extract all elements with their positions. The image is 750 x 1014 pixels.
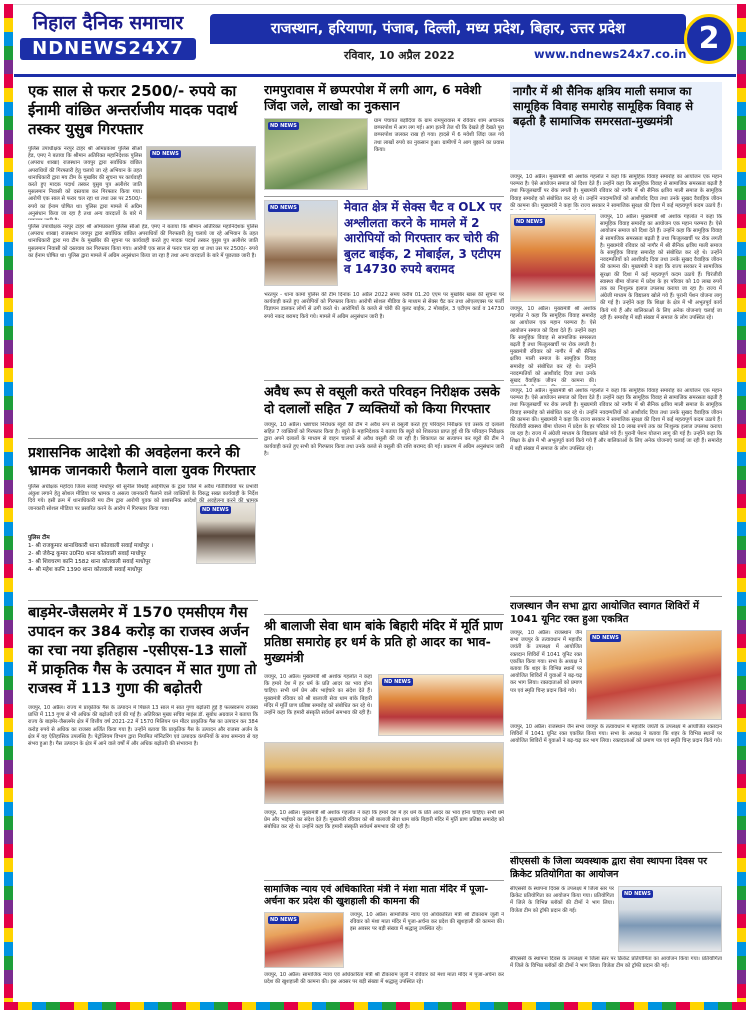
article-photo	[510, 214, 596, 302]
article-headline: एक साल से फरार 2500/- रुपये का ईनामी वांछित अन्तर्राजीय मादक पदार्थ तस्कर युसुब गिरफ्तार	[28, 82, 238, 138]
article-body: जयपुर, 10 अप्रैल। राज्य में प्राकृतिक गैस के उत्पादन में पिछले 13 साल में सात गुणा बढ़ोतरी हुई है फलस्वरूप राजस्व प्राप्ति में 113 गुणा से भी अधिक की बढ़ोतरी दर्ज की गई है। अतिरिक्त मुख्य सचिव माइंस डॉ. सुबोध अग्रवाल ने बताया कि राज्य के बाड़मेर-जैसलमेर क्षेत्र में वित्तीय वर्ष 2021-22 में 1570 मिलियन घन मीटर प्राकृतिक गैस का उत्पादन कर 384 करोड़ रुपये से अधिक का राजस्व अर्जित किया गया है। उन्होंने बताया कि प्राकृतिक गैस के उत्पादन और राजस्व अर्जन के क्षेत्र में यह ऐतिहासिक उपलब्धि है। पेट्रोलियम विभाग द्वारा नियमित मॉनिटरिंग एवं उत्पादक कंपनियों के साथ समन्वय से यह संभव हुआ है। गैस उत्पादन के क्षेत्र में आने वाले वर्षों में और अधिक बढ़ोतरी की संभावना है।	[28, 705, 258, 748]
article-jain-blood-donation	[510, 600, 722, 848]
article-headline: रामपुरावास में छप्परपोश में लगी आग, 6 मवेशी जिंदा जले, लाखो का नुकसान	[264, 82, 482, 113]
photo-logo: ND NEWS	[270, 123, 297, 129]
column-divider	[264, 880, 504, 881]
article-body: जयपुर, 10 अप्रैल। सामाजिक न्याय एवं अधिकारिता मंत्री श्री टीकाराम जूली ने रविवार को मंशा माता मंदिर में पूजा-अर्चना कर प्रदेश की खुशहाली की कामना की। इस अवसर पर बड़ी संख्या में श्रद्धालु उपस्थित रहे।	[350, 912, 504, 933]
decorative-stripe-left	[4, 4, 13, 1010]
photo-logo: ND NEWS	[592, 635, 619, 641]
article-body-continued: जयपुर, 10 अप्रैल। सामाजिक न्याय एवं अधिकारिता मंत्री श्री टीकाराम जूली ने रविवार को मंशा माता मंदिर में पूजा-अर्चना कर प्रदेश की खुशहाली की कामना की। इस अवसर पर बड़ी संख्या में श्रद्धालु उपस्थित रहे।	[264, 972, 504, 986]
article-photo	[264, 200, 338, 286]
article-balaji-temple	[264, 618, 504, 876]
masthead-logo	[14, 10, 202, 72]
photo-logo: ND NEWS	[270, 205, 297, 211]
article-body-lower: जयपुर, 10 अप्रैल। मुख्यमंत्री श्री अशोक गहलोत ने कहा कि सामूहिक विवाह समारोह का आयोजन एक महान परम्परा है। ऐसे आयोजन समाज को दिशा देते हैं। उन्होंने कहा कि सामूहिक विवाह से सामाजिक समरसता बढ़ती है तथा फिजूलखर्ची पर रोक लगती है। मुख्यमंत्री रविवार को नागौर में श्री सैनिक क्षत्रिय माली समाज के सामूहिक विवाह समारोह को संबोधित कर रहे थे। उन्होंने नवदम्पतियों को आशीर्वाद दिया तथा उनके सुखद वैवाहिक जीवन की कामना की। मुख्यमंत्री ने कहा कि राज्य सरकार ने सामाजिक सुरक्षा की दिशा में कई महत्वपूर्ण कदम उठाये हैं। चिरंजीवी स्वास्थ्य बीमा योजना में प्रदेश के हर परिवार को 10 लाख रुपये तक का निःशुल्क इलाज उपलब्ध कराया जा रहा है। राज्य में अंग्रेजी माध्यम के विद्यालय खोले गये हैं। पुरानी पेंशन योजना लागू की गई है। उन्होंने कहा कि शिक्षा के क्षेत्र में भी अभूतपूर्व कार्य किये गये हैं और बालिकाओं के लिए अनेक योजनाएं चलाई जा रही हैं। समारोह में बड़ी संख्या में समाज के लोग उपस्थित रहे।	[510, 388, 722, 452]
article-headline: सामाजिक न्याय एवं अधिकारिता मंत्री ने मंशा माता मंदिर में पूजा-अर्चना कर प्रदेश की खुशहाली की कामना की	[264, 884, 489, 907]
article-body: जयपुर, 10 अप्रैल। मुख्यमंत्री श्री अशोक गहलोत ने कहा कि सामूहिक विवाह समारोह का आयोजन एक महान परम्परा है। ऐसे आयोजन समाज को दिशा देते हैं। उन्होंने कहा कि सामूहिक विवाह से सामाजिक समरसता बढ़ती है तथा फिजूलखर्ची पर रोक लगती है। मुख्यमंत्री रविवार को नागौर में श्री सैनिक क्षत्रिय माली समाज के सामूहिक विवाह समारोह को संबोधित कर रहे थे। उन्होंने नवदम्पतियों को आशीर्वाद दिया तथा उनके सुखद वैवाहिक जीवन की कामना की। मुख्यमंत्री ने कहा कि राज्य सरकार ने सामाजिक सुरक्षा की दिशा में कई महत्वपूर्ण कदम उठाये हैं।	[510, 174, 722, 209]
team-label: पुलिस टीम	[28, 535, 50, 541]
states-banner: राजस्थान, हरियाणा, पंजाब, दिल्ली, मध्य प्रदेश, बिहार, उत्तर प्रदेश	[210, 14, 686, 44]
article-body-side: जयपुर, 10 अप्रैल। मुख्यमंत्री श्री अशोक गहलोत ने कहा कि सामूहिक विवाह समारोह का आयोजन एक महान परम्परा है। ऐसे आयोजन समाज को दिशा देते हैं। उन्होंने कहा कि सामूहिक विवाह से सामाजिक समरसता बढ़ती है तथा फिजूलखर्ची पर रोक लगती है। मुख्यमंत्री रविवार को नागौर में श्री सैनिक क्षत्रिय माली समाज के सामूहिक विवाह समारोह को संबोधित कर रहे थे। उन्होंने नवदम्पतियों को आशीर्वाद दिया तथा उनके सुखद वैवाहिक जीवन की कामना की।	[510, 306, 596, 385]
photo-logo: ND NEWS	[202, 507, 229, 513]
article-headline: सीएससी के जिला व्यवस्थाक द्वारा सेवा स्थापना दिवस पर क्रिकेट प्रतियोगिता का आयोजन	[510, 856, 708, 880]
article-mali-samaj-wedding	[510, 82, 722, 592]
website-link[interactable]: www.ndnews24x7.co.in	[534, 47, 687, 61]
article-photo	[264, 118, 368, 190]
article-body: भरतपुर - थाना कामां पुलिस की टीम दिनांक 10 अप्रैल 2022 समय करीब 01.20 एएम पर मुखबिर खास की सूचना पर कार्यवाही करते हुए आरोपियों को गिरफ्तार किया। आरोपी सोशल मीडिया के माध्यम से सेक्स चैट कर तथा ओएलएक्स पर फर्जी विज्ञापन डालकर लोगों से ठगी करते थे। आरोपियों के कब्जे से चोरी की बुलट बाईक, 2 मोबाईल, 3 एटीएम कार्ड व 14730 रुपये नकद बरामद किये गये। मामले में अग्रिम अनुसंधान जारी है।	[264, 292, 504, 320]
article-headline: बाड़मेर-जैसलमेर में 1570 एमसीएम गैस उपादन कर 384 करोड़ का राजस्व अर्जन का रचा नया इतिहास -एसीएस-13 सालों में प्राकृतिक गैस के उत्पादन में सात गुणा तो राजस्व में 113 गुणा की बढ़ोतरी	[28, 605, 257, 697]
article-photo	[618, 886, 722, 952]
photo-logo: ND NEWS	[384, 679, 411, 685]
article-gas-production	[28, 604, 258, 1004]
police-team-list	[28, 534, 258, 574]
article-headline: अवैध रूप से वसूली करते परिवहन निरीक्षक उसके दो दलालों सहित 7 व्यक्तियों को किया गिरफ्तार	[264, 385, 500, 417]
newspaper-brand: NDNEWS24X7	[20, 38, 196, 60]
photo-logo: ND NEWS	[516, 219, 543, 225]
article-headline: प्रशासनिक आदेशो की अवहेलना करने की भ्रामक जानकारी फैलाने वाला युवक गिरफ्तार	[28, 445, 256, 479]
article-body: जयपुर, 10 अप्रैल। राजस्थान जैन सभा जयपुर के तत्वावधान में महावीर जयंती के उपलक्ष्य में आयोजित रक्तदान शिविरों में 1041 यूनिट रक्त एकत्रित किया गया। सभा के अध्यक्ष ने बताया कि शहर के विभिन्न स्थानों पर आयोजित शिविरों में युवाओं ने बढ़-चढ़ कर भाग लिया। रक्तदाताओं को प्रमाण पत्र एवं स्मृति चिन्ह प्रदान किये गये।	[510, 630, 582, 694]
team-member: 3- श्री शिवचरण कानि 1582 थाना कोतवाली सवाई माधोपुर	[28, 559, 151, 565]
article-body: जयपुर, 10 अप्रैल। भ्रष्टाचार निरोधक ब्यूरो की टीम ने अवैध रूप से वसूली करते हुए परिवहन निरीक्षक एवं उसके दो दलालों सहित 7 व्यक्तियों को गिरफ्तार किया है। ब्यूरो के महानिदेशक ने बताया कि ब्यूरो को शिकायत प्राप्त हुई थी कि परिवहन निरीक्षक द्वारा अपने दलालों के माध्यम से वाहन चालकों से अवैध वसूली की जा रही है। शिकायत का सत्यापन कर ब्यूरो की टीम ने कार्यवाही करते हुए सभी को गिरफ्तार किया तथा उनके कब्जे से वसूली की राशि बरामद की गई। प्रकरण में अग्रिम अनुसंधान जारी है।	[264, 422, 504, 457]
article-csc-cricket	[510, 856, 722, 1006]
article-body-continued: पुलिस उपाधीक्षक नरपुर टाहर श्री ओमप्रकाश पुलिस सीओ हेड, एमए ने बताया कि श्रीमान अतिरिक्त महानिदेशक पुलिस (अपराध शाखा) राजस्थान जयपुर द्वारा सर्वाधिक वांछित अपराधियों की गिरफ्तारी हेतु चलाये जा रहे अभियान के तहत थानाधिकारी द्वारा मय टीम के मुखबिर की सूचना पर कार्यवाही करते हुए मादक पदार्थ तस्कर युसुब पुत्र अलीशेर जाति मुसलमान निवासी को दस्तयाब कर गिरफ्तार किया गया। आरोपी एक साल से फरार चल रहा था तथा उस पर 2500/- रुपये का ईनाम घोषित था। पुलिस द्वारा मामले में अग्रिम अनुसंधान किया जा रहा है तथा अन्य वारदातों के बारे में पूछताछ जारी है।	[28, 224, 258, 259]
article-photo-crowd	[264, 742, 504, 804]
article-photo	[586, 630, 722, 720]
article-mansa-mata-temple	[264, 884, 504, 1006]
team-member: 2- श्री जेवेन्द्र कुमार उ0नि0 थाना कोतवाली सवाई माधोपुर	[28, 551, 146, 557]
article-body: ग्राम पंचायत बड़ोदिया के ग्राम रामपुरावास में रविवार शाम अचानक छप्परपोश में आग लग गई। आग इतनी तेज थी कि देखते ही देखते पूरा छप्परपोश जलकर राख हो गया। हादसे में 6 मवेशी जिंदा जल गये तथा लाखों रुपये का नुकसान हुआ। ग्रामीणों ने आग बुझाने का प्रयास किया।	[374, 118, 504, 153]
column-divider	[28, 600, 258, 601]
article-transport-inspector	[264, 384, 504, 610]
article-fire-rampuravas	[264, 82, 504, 192]
masthead-divider	[14, 74, 736, 77]
column-divider	[510, 852, 722, 853]
photo-logo: ND NEWS	[270, 917, 297, 923]
article-body-continued: जयपुर, 10 अप्रैल। मुख्यमंत्री श्री अशोक गहलोत ने कहा कि सामूहिक विवाह समारोह का आयोजन एक महान परम्परा है। ऐसे आयोजन समाज को दिशा देते हैं। उन्होंने कहा कि सामूहिक विवाह से सामाजिक समरसता बढ़ती है तथा फिजूलखर्ची पर रोक लगती है। मुख्यमंत्री रविवार को नागौर में श्री सैनिक क्षत्रिय माली समाज के सामूहिक विवाह समारोह को संबोधित कर रहे थे। उन्होंने नवदम्पतियों को आशीर्वाद दिया तथा उनके सुखद वैवाहिक जीवन की कामना की। मुख्यमंत्री ने कहा कि राज्य सरकार ने सामाजिक सुरक्षा की दिशा में कई महत्वपूर्ण कदम उठाये हैं। चिरंजीवी स्वास्थ्य बीमा योजना में प्रदेश के हर परिवार को 10 लाख रुपये तक का निःशुल्क इलाज उपलब्ध कराया जा रहा है। राज्य में अंग्रेजी माध्यम के विद्यालय खोले गये हैं। पुरानी पेंशन योजना लागू की गई है। उन्होंने कहा कि शिक्षा के क्षेत्र में भी अभूतपूर्व कार्य किये गये हैं और बालिकाओं के लिए अनेक योजनाएं चलाई जा रही हैं। समारोह में बड़ी संख्या में समाज के लोग उपस्थित रहे।	[600, 214, 722, 321]
article-body: पुलिस उपाधीक्षक नरपुर टाहर श्री ओमप्रकाश पुलिस सीओ हेड, एमए ने बताया कि श्रीमान अतिरिक्त महानिदेशक पुलिस (अपराध शाखा) राजस्थान जयपुर द्वारा सर्वाधिक वांछित अपराधियों की गिरफ्तारी हेतु चलाये जा रहे अभियान के तहत थानाधिकारी द्वारा मय टीम के मुखबिर की सूचना पर कार्यवाही करते हुए मादक पदार्थ तस्कर युसुब पुत्र अलीशेर जाति मुसलमान निवासी को दस्तयाब कर गिरफ्तार किया गया। आरोपी एक साल से फरार चल रहा था तथा उस पर 2500/- रुपये का ईनाम घोषित था। पुलिस द्वारा मामले में अग्रिम अनुसंधान किया जा रहा है तथा अन्य वारदातों के बारे में	[28, 146, 142, 217]
article-headline: राजस्थान जैन सभा द्वारा आयोजित स्वागत शिविरों में 1041 यूनिट रक्त हुआ एकत्रित	[510, 601, 699, 625]
team-member: 1- श्री राजकुमार थानाधिकारी थाना कोतवाली सवाई माधोपुर ।	[28, 543, 154, 549]
article-body: जयपुर, 10 अप्रैल। मुख्यमंत्री श्री अशोक गहलोत ने कहा कि हमारे देश में हर धर्म के प्रति आदर का भाव होना चाहिए। सभी धर्म प्रेम और भाईचारे का संदेश देते हैं। मुख्यमंत्री रविवार को श्री बालाजी सेवा धाम बांके बिहारी मंदिर में मूर्ति प्राण प्रतिष्ठा समारोह को संबोधित कर रहे थे। उन्होंने कहा कि हमारी संस्कृति सर्वधर्म समभाव की रही है।	[264, 674, 372, 717]
article-photo	[378, 674, 504, 736]
photo-logo: ND NEWS	[152, 151, 179, 157]
newspaper-title: निहाल दैनिक समाचार	[32, 12, 184, 34]
article-absconding-smuggler	[28, 82, 258, 372]
column-divider	[264, 614, 504, 615]
article-body-continued: सीएससी के स्थापना दिवस के उपलक्ष्य में जिला स्तर पर क्रिकेट प्रतियोगिता का आयोजन किया गया। प्रतियोगिता में जिले के विभिन्न ब्लॉकों की टीमों ने भाग लिया। विजेता टीम को ट्रॉफी प्रदान की गई।	[510, 956, 722, 970]
column-divider	[510, 596, 722, 597]
article-mewat-olx	[264, 200, 504, 376]
column-divider	[264, 196, 504, 197]
article-body-continued: जयपुर, 10 अप्रैल। राजस्थान जैन सभा जयपुर के तत्वावधान में महावीर जयंती के उपलक्ष्य में आयोजित रक्तदान शिविरों में 1041 यूनिट रक्त एकत्रित किया गया। सभा के अध्यक्ष ने बताया कि शहर के विभिन्न स्थानों पर आयोजित शिविरों में युवाओं ने बढ़-चढ़ कर भाग लिया। रक्तदाताओं को प्रमाण पत्र एवं स्मृति चिन्ह प्रदान किये गये।	[510, 724, 722, 745]
article-photo	[146, 146, 256, 220]
article-body-continued: जयपुर, 10 अप्रैल। मुख्यमंत्री श्री अशोक गहलोत ने कहा कि हमारे देश में हर धर्म के प्रति आदर का भाव होना चाहिए। सभी धर्म प्रेम और भाईचारे का संदेश देते हैं। मुख्यमंत्री रविवार को श्री बालाजी सेवा धाम बांके बिहारी मंदिर में मूर्ति प्राण प्रतिष्ठा समारोह को संबोधित कर रहे थे। उन्होंने कहा कि हमारी संस्कृति सर्वधर्म समभाव की रही है।	[264, 810, 504, 831]
page-number-badge: 2	[684, 14, 734, 64]
article-photo	[264, 912, 344, 968]
column-divider	[264, 380, 504, 381]
article-headline: नागौर में श्री सैनिक क्षत्रिय माली समाज का सामूहिक विवाह समारोह सामूहिक विवाह से बढ़ती है सामाजिक समरसता-मुख्यमंत्री	[513, 84, 694, 128]
masthead	[14, 10, 736, 74]
decorative-stripe-right	[737, 4, 746, 1010]
column-divider	[28, 438, 258, 439]
issue-date: रविवार, 10 अप्रैल 2022	[344, 49, 455, 62]
photo-logo: ND NEWS	[624, 891, 651, 897]
team-member: 4- श्री महेश कानि 1390 थाना कोतवाली सवाई माधोपुर	[28, 567, 143, 573]
article-headline: मेवात क्षेत्र में सेक्स चैट व OLX पर अश्लीलता करने के मामले में 2 आरोपियों को गिरफ्तार कर चोरी की बुलट बाईक, 2 मोबाईल, 3 एटीएम व 14730 रुपये बरामद	[344, 200, 502, 276]
article-headline: श्री बालाजी सेवा धाम बांके बिहारी मंदिर में मूर्ति प्राण प्रतिष्ठा समारोह हर धर्म के प्रति हो आदर का भाव-मुख्यमंत्री	[264, 618, 503, 665]
article-body: पुलिस अधीक्षक महोदय जिला सवाई माधोपुर श्री सुनील बिश्नोई आईपीएस के द्वारा जिले में अवैध गतिविधियों पर प्रभावी अंकुश लगाने हेतु सोशल मीडिया पर भ्रामक व असत्य जानकारी फैलाने वाले व्यक्तियों के विरुद्ध सख्त कार्यवाही के निर्देश दिये गये। इसी क्रम में थानाधिकारी मय टीम द्वारा आरोपी युवक को प्रशासनिक आदेशो की अवहेलना करने की भ्रामक जानकारी सोशल मीडिया पर प्रसारित करने के आरोप में गिरफ्तार किया गया।	[28, 484, 258, 512]
article-body: सीएससी के स्थापना दिवस के उपलक्ष्य में जिला स्तर पर क्रिकेट प्रतियोगिता का आयोजन किया गया। प्रतियोगिता में जिले के विभिन्न ब्लॉकों की टीमों ने भाग लिया। विजेता टीम को ट्रॉफी प्रदान की गई।	[510, 886, 614, 914]
